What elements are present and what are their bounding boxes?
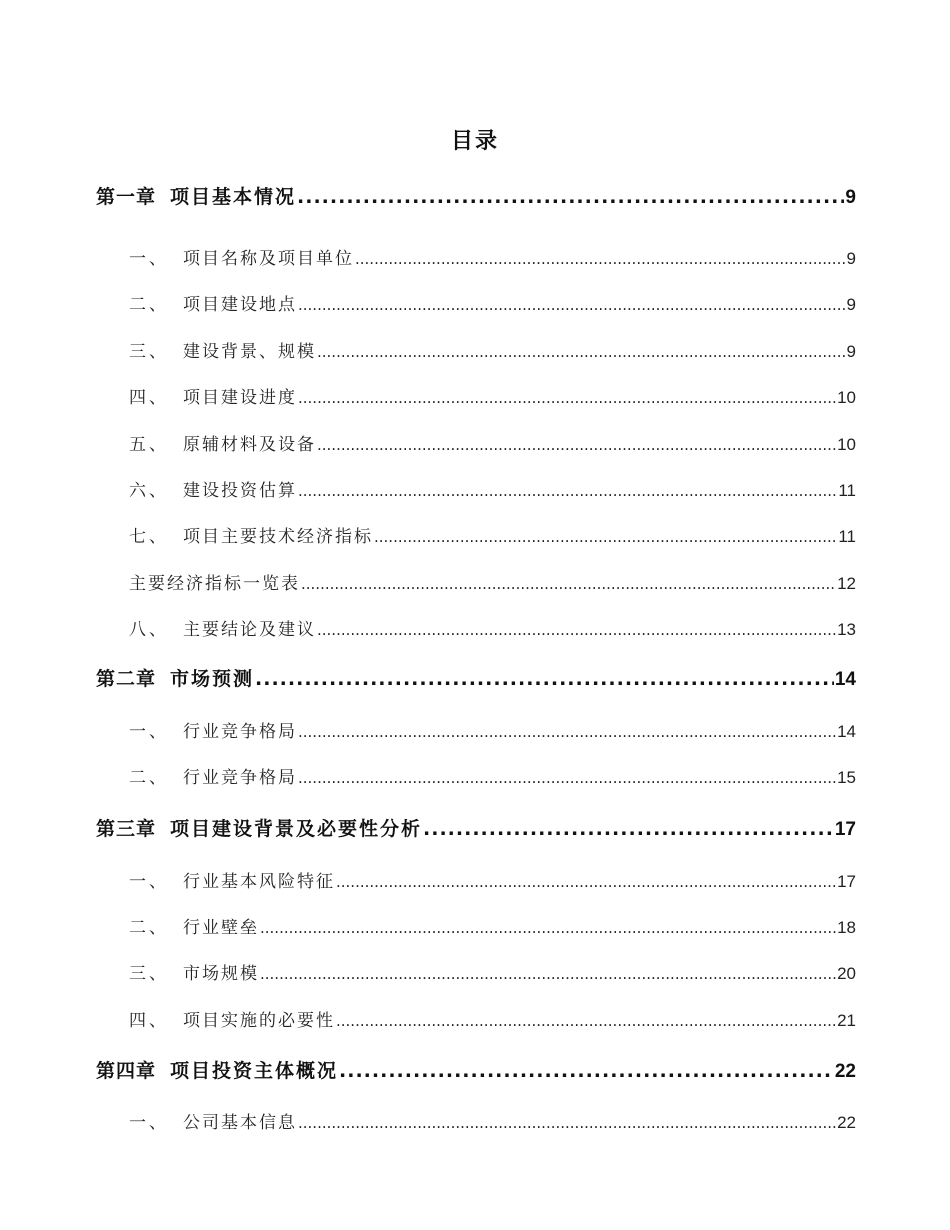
toc-entry-label: 项目建设进度 [183,388,297,408]
dot-leader [260,919,836,937]
dot-leader [255,668,834,690]
toc-entry-page: 21 [837,1011,856,1030]
toc-entry-page: 11 [838,527,856,546]
toc-entry-number: 二、 [129,295,169,315]
toc-entry-number: 第三章 [96,818,157,840]
toc-entry-label: 项目建设背景及必要性分析 [170,818,423,840]
toc-entry-label: 建设背景、规模 [183,342,316,362]
toc-entry-number: 第二章 [96,668,157,690]
toc-entry-number: 一、 [129,1113,169,1133]
toc-entry-page: 9 [846,342,856,361]
dot-leader [336,873,836,891]
toc-entry-number: 三、 [129,964,169,984]
toc-entry-label: 项目投资主体概况 [170,1060,339,1082]
toc-entry-page: 14 [837,722,856,741]
toc-section-entry[interactable] [129,569,856,594]
toc-section-entry[interactable] [129,615,856,640]
toc-section-entry[interactable] [129,763,856,788]
toc-entry-number: 八、 [129,620,169,640]
dot-leader [297,186,844,208]
toc-section-entry[interactable] [129,244,856,269]
toc-entry-label: 行业竞争格局 [183,722,297,742]
toc-section-entry[interactable] [129,290,856,315]
toc-chapter-entry[interactable] [96,814,856,841]
toc-entry-number: 六、 [129,481,169,501]
toc-entry-number: 第四章 [96,1060,157,1082]
toc-entry-label: 项目实施的必要性 [183,1011,335,1031]
toc-entry-number: 三、 [129,342,169,362]
toc-entry-number: 五、 [129,435,169,455]
toc-entry-page: 20 [837,964,856,983]
toc-entry-page: 10 [837,435,856,454]
dot-leader [317,436,836,454]
toc-entry-label: 行业壁垒 [183,918,259,938]
toc-entry-label: 行业基本风险特征 [183,872,335,892]
toc-entry-label: 项目基本情况 [170,186,297,208]
toc-entry-page: 14 [834,669,856,690]
toc-entry-label: 行业竞争格局 [183,768,297,788]
dot-leader [298,769,836,787]
dot-leader [298,482,837,500]
dot-leader [339,1060,834,1082]
toc-entry-label: 建设投资估算 [183,481,297,501]
toc-section-entry[interactable] [129,476,856,501]
dot-leader [298,723,836,741]
dot-leader [317,343,846,361]
toc-entry-page: 17 [837,872,856,891]
dot-leader [355,250,846,268]
toc-section-entry[interactable] [129,1006,856,1031]
toc-entry-page: 9 [846,249,856,268]
toc-entry-page: 10 [837,388,856,407]
toc-entry-number: 四、 [129,1011,169,1031]
toc-entry-page: 11 [838,481,856,500]
toc-title: 目录 [450,129,499,154]
toc-section-entry[interactable] [129,430,856,455]
toc-entry-label: 市场预测 [170,668,255,690]
toc-entry-page: 12 [837,574,856,593]
toc-entry-page: 15 [837,768,856,787]
toc-section-entry[interactable] [129,717,856,742]
dot-leader [301,575,836,593]
toc-chapter-entry[interactable] [96,1056,856,1083]
toc-entry-label: 项目建设地点 [183,295,297,315]
toc-entry-page: 22 [834,1061,856,1082]
toc-entry-label: 主要经济指标一览表 [129,574,300,594]
dot-leader [298,389,836,407]
dot-leader [423,818,834,840]
dot-leader [298,296,846,314]
dot-leader [374,528,837,546]
dot-leader [260,965,836,983]
toc-entry-label: 项目名称及项目单位 [183,249,354,269]
toc-entry-label: 市场规模 [183,964,259,984]
toc-entry-page: 18 [837,918,856,937]
dot-leader [298,1114,836,1132]
toc-entry-number: 二、 [129,768,169,788]
toc-entry-label: 项目主要技术经济指标 [183,527,373,547]
toc-entry-number: 第一章 [96,186,157,208]
toc-section-entry[interactable] [129,1108,856,1133]
toc-entry-page: 22 [837,1113,856,1132]
toc-section-entry[interactable] [129,337,856,362]
dot-leader [317,621,836,639]
toc-entry-page: 13 [837,620,856,639]
toc-entry-page: 9 [845,187,856,208]
toc-section-entry[interactable] [129,383,856,408]
toc-entry-number: 一、 [129,249,169,269]
toc-entry-label: 主要结论及建议 [183,620,316,640]
toc-chapter-entry[interactable] [96,664,856,691]
toc-section-entry[interactable] [129,867,856,892]
toc-entry-number: 二、 [129,918,169,938]
toc-entry-page: 17 [834,819,856,840]
toc-chapter-entry[interactable] [96,182,856,209]
toc-section-entry[interactable] [129,959,856,984]
toc-entry-label: 公司基本信息 [183,1113,297,1133]
toc-entry-number: 一、 [129,722,169,742]
toc-entry-number: 七、 [129,527,169,547]
dot-leader [336,1012,836,1030]
toc-entry-label: 原辅材料及设备 [183,435,316,455]
toc-section-entry[interactable] [129,522,856,547]
toc-section-entry[interactable] [129,913,856,938]
toc-entry-number: 一、 [129,872,169,892]
toc-entry-number: 四、 [129,388,169,408]
toc-entry-page: 9 [846,295,856,314]
